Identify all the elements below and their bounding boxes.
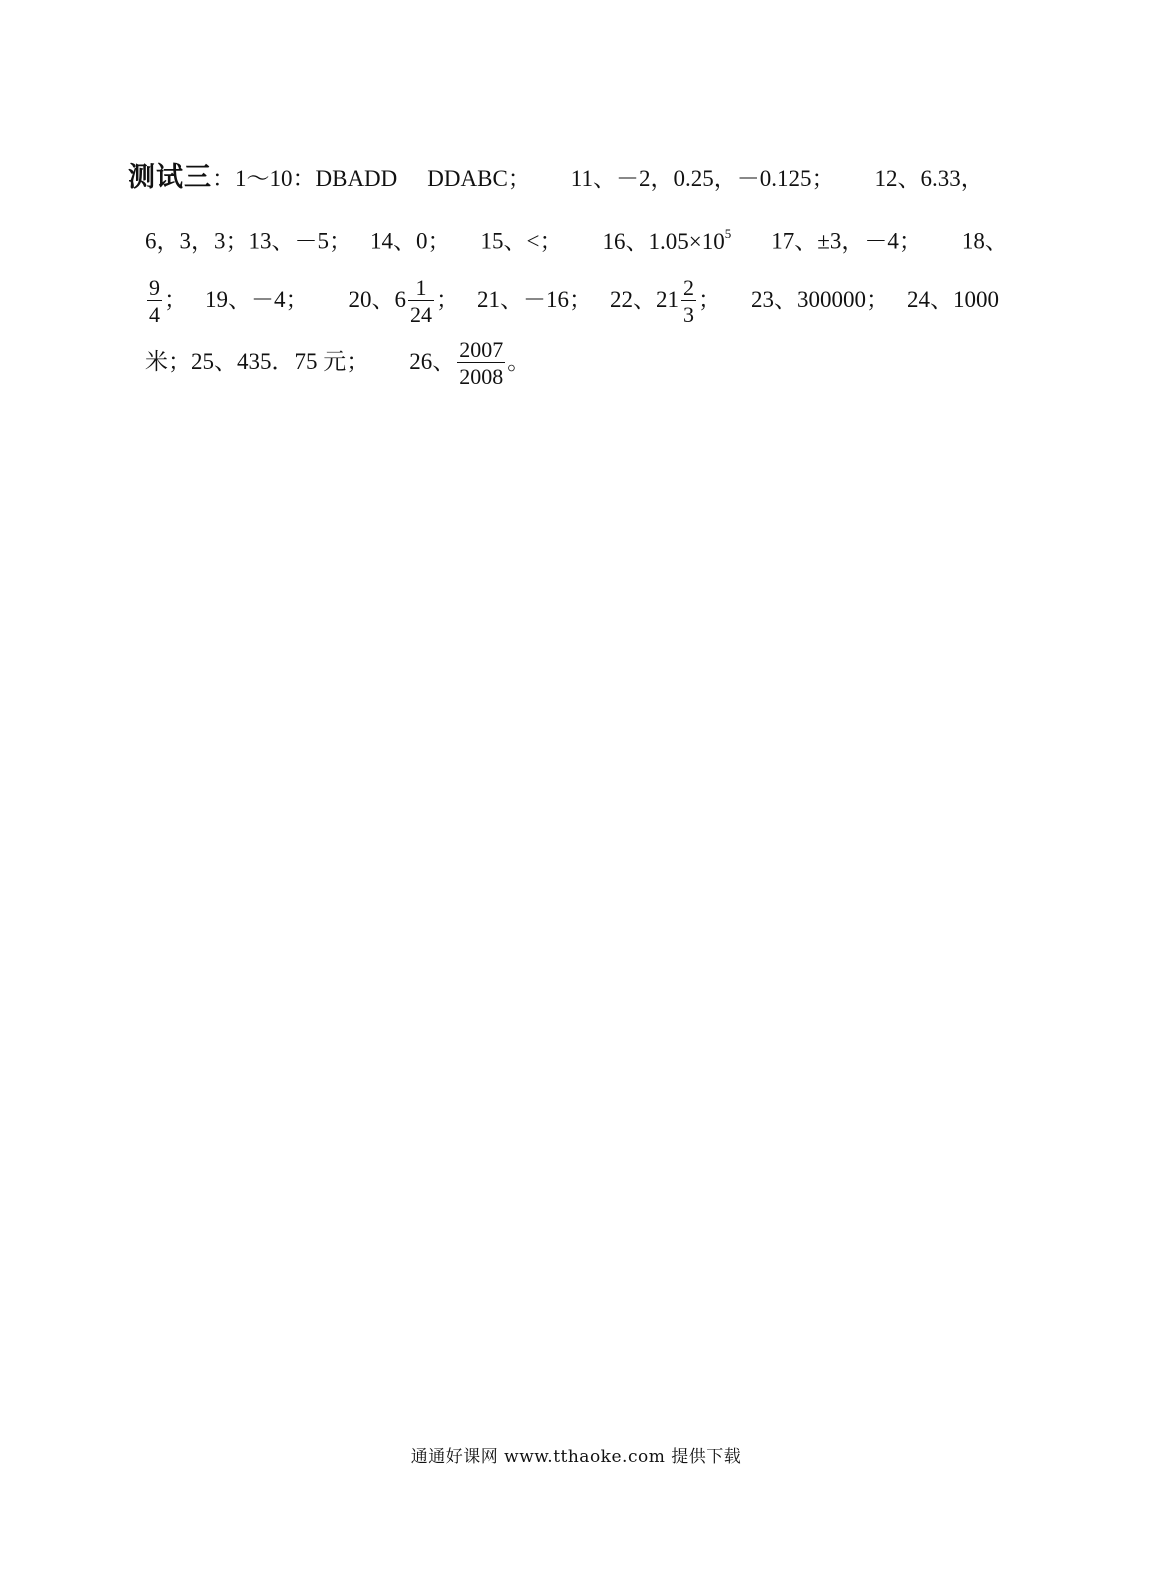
answer-16-exponent: 5 (724, 226, 732, 241)
answer-14: 14、0； (370, 228, 451, 254)
answer-20-prefix: 20、6 (348, 286, 406, 312)
answer-15: 15、<； (480, 228, 563, 254)
answer-21: 21、－16； (477, 286, 592, 312)
fraction-numerator: 2007 (459, 337, 504, 362)
fraction-denominator: 3 (683, 302, 694, 327)
fraction-numerator: 1 (415, 275, 427, 300)
answer-20-tail: ； (436, 286, 459, 312)
fraction-numerator: 9 (149, 275, 160, 300)
answer-26-fraction (457, 338, 505, 389)
answer-12-13: 6，3，3；13、－5； (145, 228, 352, 254)
answer-24-25: 米；25、435．75 元； (145, 348, 370, 374)
answer-line-4 (145, 338, 530, 389)
answers-1-10-part1: ：1～10：DBADD (212, 166, 398, 191)
answer-12: 12、6.33， (874, 166, 984, 191)
answer-line-2 (145, 221, 1008, 257)
fraction-denominator: 24 (410, 302, 432, 327)
answers-1-10-part2: DDABC； (427, 166, 531, 191)
answer-18-fraction (147, 276, 162, 327)
answer-22-prefix: 22、21 (610, 286, 679, 312)
answer-26-tail: 。 (507, 348, 531, 374)
answer-24: 24、1000 (907, 286, 999, 312)
answer-19: 19、－4； (205, 286, 309, 312)
fraction-denominator: 2008 (459, 364, 504, 389)
answer-16-base: 16、1.05×10 (602, 228, 725, 254)
section-title: 测试三 (128, 162, 212, 193)
answer-23: 23、300000； (751, 286, 889, 312)
answer-26-prefix: 26、 (409, 348, 456, 374)
fraction-numerator: 2 (683, 275, 694, 300)
answer-22-fraction (681, 276, 696, 327)
answer-20-fraction (408, 276, 434, 327)
answer-17: 17、±3，－4； (771, 228, 922, 254)
answer-16 (602, 226, 732, 254)
answer-line-3 (145, 276, 999, 327)
page-footer: 通通好课网 www.tthaoke.com 提供下载 (410, 1447, 742, 1467)
answer-11: 11、－2，0.25，－0.125； (570, 166, 835, 191)
fraction-denominator: 4 (149, 302, 160, 327)
answer-18-label: 18、 (961, 228, 1008, 254)
answer-section (0, 0, 1152, 420)
answer-line-1 (128, 163, 984, 194)
answer-18-tail: ； (164, 286, 187, 312)
answer-22-tail: ； (698, 286, 721, 312)
